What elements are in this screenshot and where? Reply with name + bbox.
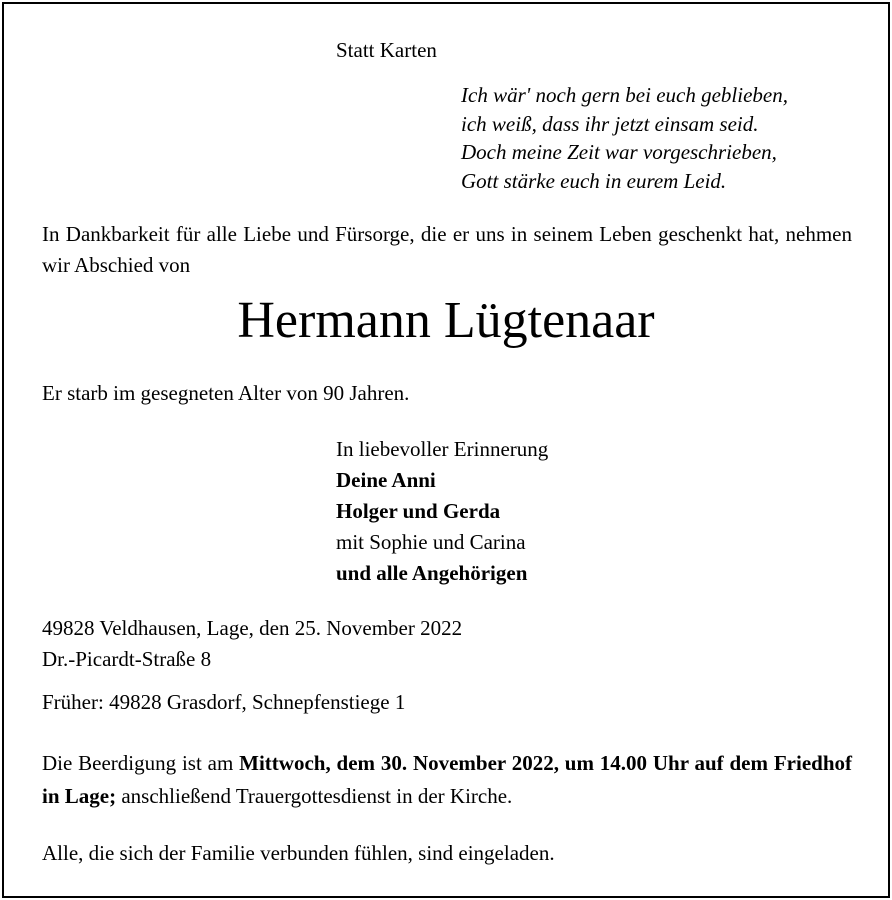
address-line-2: Dr.-Picardt-Straße 8 (42, 647, 212, 671)
funeral-suffix: anschließend Trauergottesdienst in der Kirche. (116, 784, 513, 808)
family-signature (336, 434, 548, 589)
funeral-prefix: Die Beerdigung ist am (42, 751, 240, 775)
funeral-info (42, 747, 852, 813)
address-block (42, 613, 462, 675)
family-line-grandchildren: mit Sophie und Carina (336, 530, 526, 554)
family-line-anni: Deine Anni (336, 468, 436, 492)
poem-line-4: Gott stärke euch in eurem Leid. (461, 168, 727, 193)
family-line-holger-gerda: Holger und Gerda (336, 499, 501, 523)
former-address: Früher: 49828 Grasdorf, Schnepfenstiege 1 (42, 690, 406, 714)
funeral-date-place: Mittwoch, dem 30. November 2022, um 14.00 Uhr auf dem Friedhof in Lage; (42, 751, 852, 808)
family-line-relatives: und alle Angehörigen (336, 561, 528, 585)
poem (461, 81, 788, 195)
remembrance-line: In liebevoller Erinnerung (336, 437, 549, 461)
poem-line-3: Doch meine Zeit war vorgeschrieben, (461, 140, 777, 164)
invitation-text: Alle, die sich der Familie verbunden fühlen, sind eingeladen. (42, 841, 555, 865)
poem-line-2: ich weiß, dass ihr jetzt einsam seid. (461, 111, 759, 136)
address-line-1: 49828 Veldhausen, Lage, den 25. November 2022 (42, 616, 463, 640)
age-text: Er starb im gesegneten Alter von 90 Jahren. (42, 381, 410, 405)
deceased-name: Hermann Lügtenaar (237, 292, 655, 349)
poem-line-1: Ich wär' noch gern bei euch geblieben, (461, 83, 788, 107)
intro-text: In Dankbarkeit für alle Liebe und Fürsorge, die er uns in seinem Leben geschenkt hat, nehmen wir Abschied von (42, 222, 852, 277)
header-statt-karten: Statt Karten (336, 38, 437, 62)
